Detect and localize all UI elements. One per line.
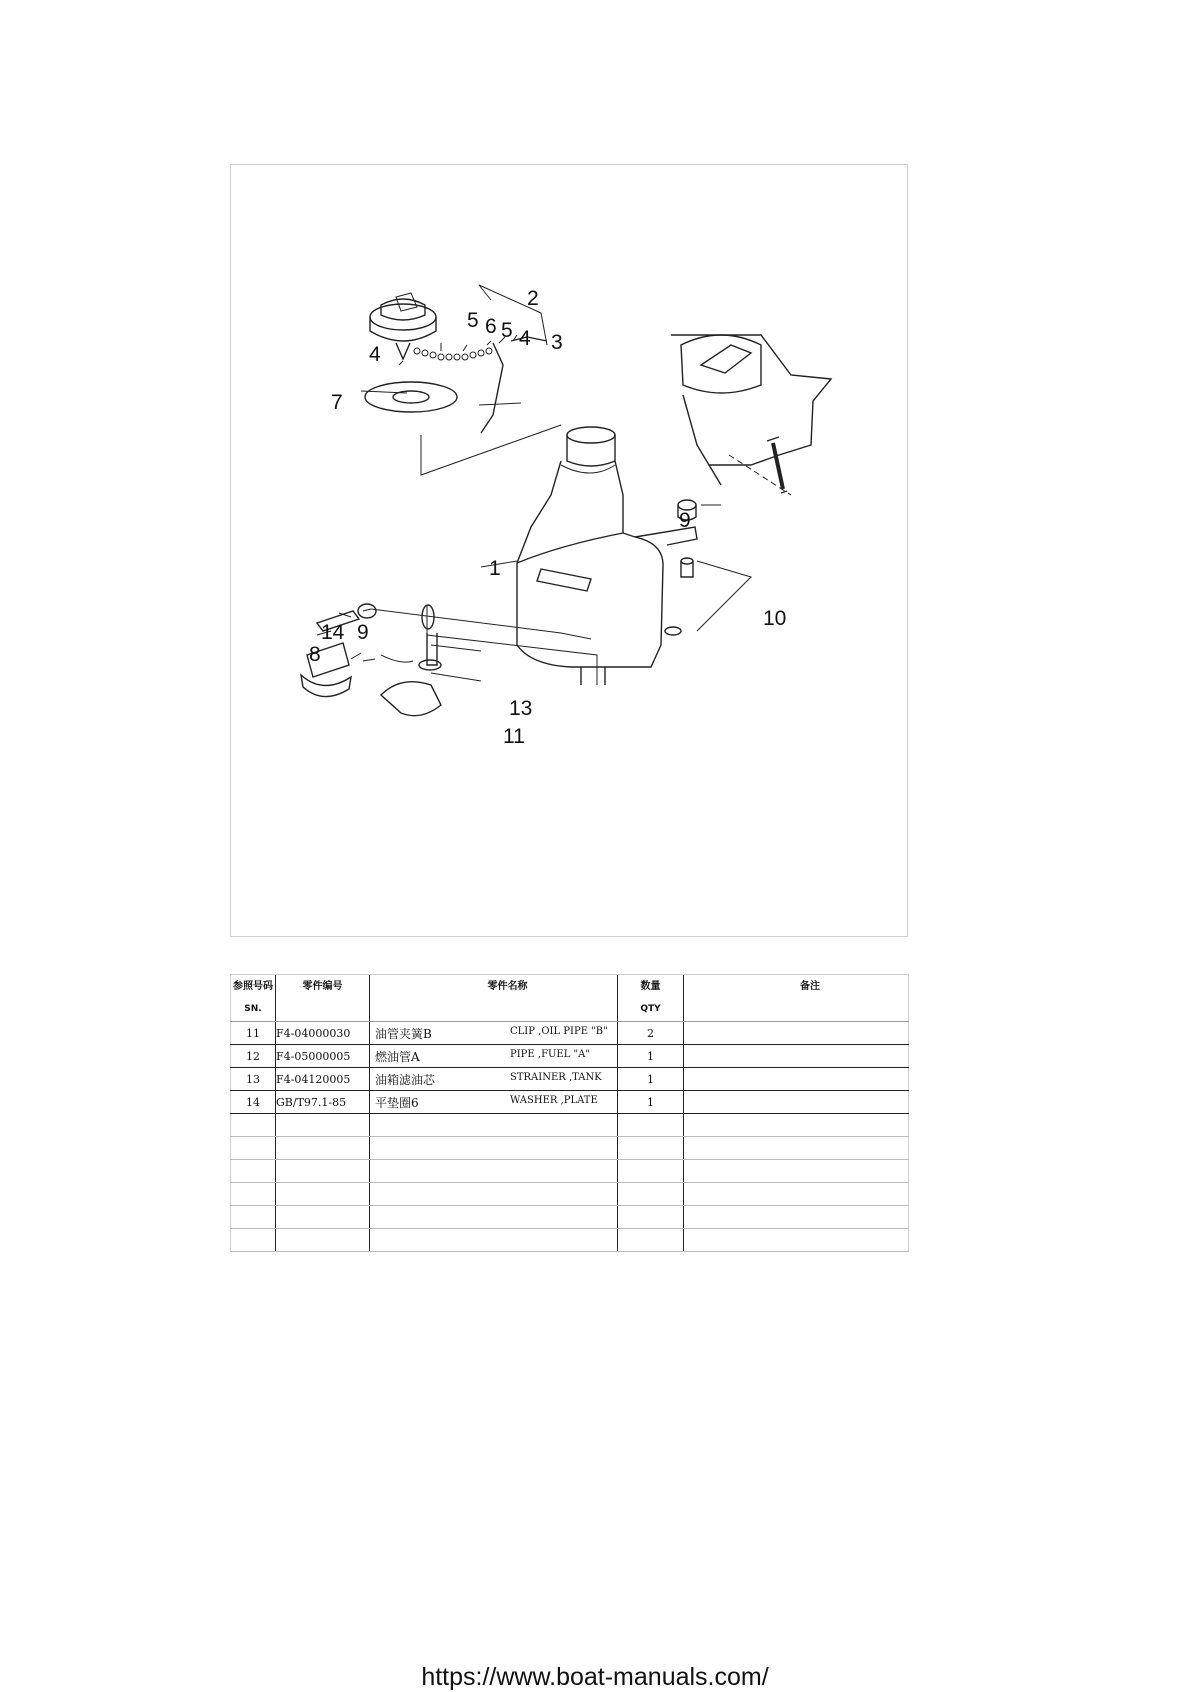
- callout-4a: 4: [369, 343, 381, 366]
- callout-9b: 9: [679, 509, 691, 532]
- callout-4b: 4: [519, 327, 531, 350]
- table-row: [231, 1068, 909, 1091]
- header-remarks: [684, 975, 909, 1022]
- cell-qty: 2: [618, 1022, 684, 1045]
- table-row-empty: [231, 1160, 909, 1183]
- header-sn-cn: 参照号码: [233, 981, 273, 992]
- callout-6: 6: [485, 315, 497, 338]
- cell-name-cn: 油箱滤油芯: [375, 1073, 436, 1087]
- cell-qty: 1: [618, 1045, 684, 1068]
- cell-part-no: F4-04000030: [276, 1022, 370, 1045]
- cell-sn: 14: [231, 1091, 276, 1114]
- cell-remarks: [684, 1091, 909, 1114]
- table-row-empty: [231, 1206, 909, 1229]
- callout-14: 14: [321, 621, 345, 644]
- table-row-empty: [231, 1137, 909, 1160]
- cell-qty: 1: [618, 1068, 684, 1091]
- cell-remarks: [684, 1068, 909, 1091]
- cell-part-name: [370, 1068, 618, 1091]
- cell-sn: 12: [231, 1045, 276, 1068]
- callout-7: 7: [331, 391, 343, 414]
- callout-10: 10: [763, 607, 787, 630]
- cap-wire-drawing: [481, 343, 503, 433]
- callout-11: 11: [503, 725, 525, 748]
- callout-1: 1: [489, 557, 501, 580]
- parts-list-table: [230, 974, 909, 1252]
- callout-5a: 5: [467, 309, 479, 332]
- callout-2: 2: [527, 287, 539, 310]
- cell-remarks: [684, 1022, 909, 1045]
- cell-part-name: [370, 1091, 618, 1114]
- cell-qty: 1: [618, 1091, 684, 1114]
- table-row-empty: [231, 1229, 909, 1252]
- table-row: [231, 1091, 909, 1114]
- footer-url[interactable]: https://www.boat-manuals.com/: [421, 1663, 769, 1691]
- cell-name-en: PIPE ,FUEL "A": [510, 1049, 590, 1060]
- diagram-drawing: [231, 165, 909, 938]
- cell-part-no: F4-04120005: [276, 1068, 370, 1091]
- header-part-no-label: 零件编号: [302, 981, 343, 992]
- cell-name-en: CLIP ,OIL PIPE "B": [510, 1026, 608, 1037]
- table-header-row: [231, 975, 909, 1022]
- table-row-empty: [231, 1183, 909, 1206]
- cell-name-en: STRAINER ,TANK: [510, 1072, 602, 1083]
- cell-remarks: [684, 1045, 909, 1068]
- chain-drawing: [414, 348, 492, 360]
- cell-part-name: [370, 1045, 618, 1068]
- header-part-name: [370, 975, 618, 1022]
- header-qty: [618, 975, 684, 1022]
- header-remarks-label: 备注: [800, 981, 820, 992]
- header-sn: [231, 975, 276, 1022]
- fuel-tank-drawing: [517, 427, 663, 685]
- table-row: [231, 1022, 909, 1045]
- table-row: [231, 1045, 909, 1068]
- cell-name-cn: 平垫圈6: [375, 1096, 419, 1110]
- cell-part-name: [370, 1022, 618, 1045]
- header-part-no: [276, 975, 370, 1022]
- header-qty-cn: 数量: [640, 981, 661, 992]
- fuel-cock-drawing: [301, 604, 597, 716]
- callout-9a: 9: [357, 621, 369, 644]
- cell-name-cn: 油管夹簧B: [375, 1027, 432, 1041]
- callout-8: 8: [309, 643, 321, 666]
- cell-sn: 11: [231, 1022, 276, 1045]
- gasket-drawing: [365, 382, 457, 412]
- callout-5b: 5: [501, 319, 513, 342]
- header-sn-en: SN.: [244, 1004, 262, 1014]
- header-qty-en: QTY: [640, 1004, 661, 1014]
- cell-part-no: GB/T97.1-85: [276, 1091, 370, 1114]
- exploded-parts-diagram: [230, 164, 908, 937]
- engine-bracket-drawing: [671, 335, 831, 495]
- cell-name-cn: 燃油管A: [375, 1050, 420, 1064]
- cell-part-no: F4-05000005: [276, 1045, 370, 1068]
- cell-sn: 13: [231, 1068, 276, 1091]
- callout-13: 13: [509, 697, 533, 720]
- header-part-name-label: 零件名称: [487, 981, 528, 992]
- table-row-empty: [231, 1114, 909, 1137]
- callout-3: 3: [551, 331, 563, 354]
- cell-name-en: WASHER ,PLATE: [510, 1095, 598, 1106]
